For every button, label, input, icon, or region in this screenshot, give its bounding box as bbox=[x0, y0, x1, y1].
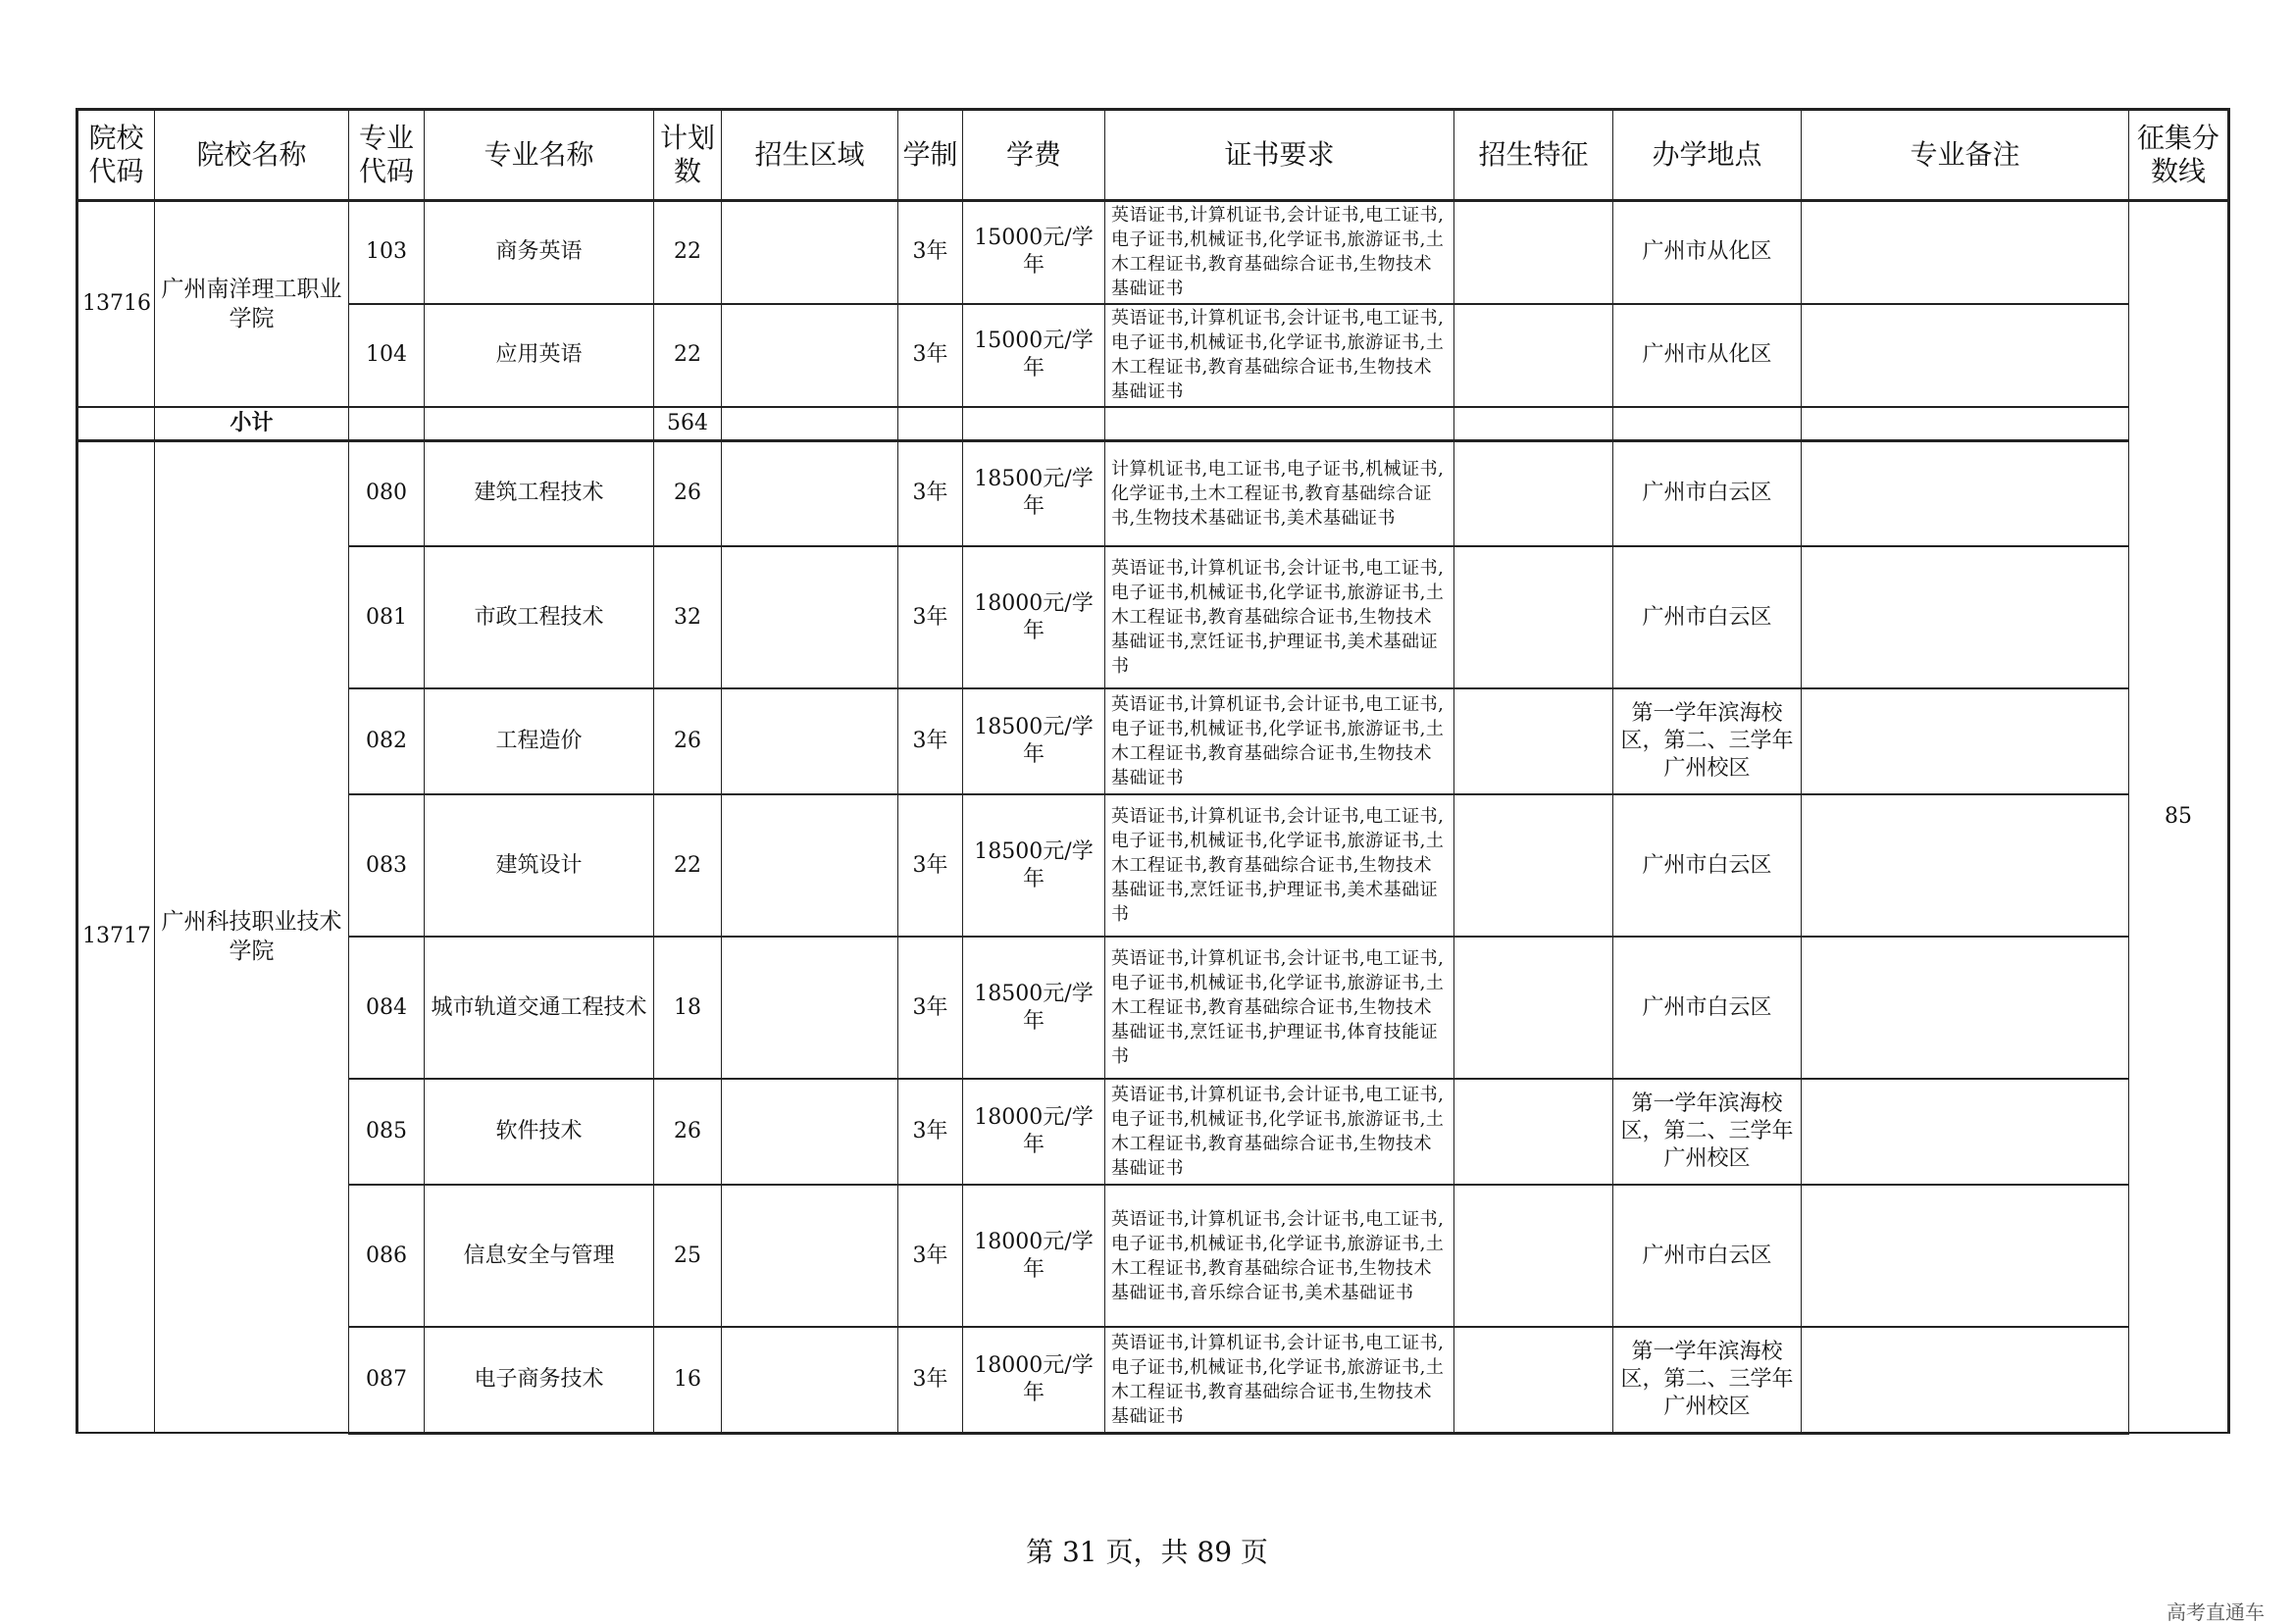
enroll-region-cell bbox=[722, 440, 898, 546]
enroll-feature-cell bbox=[1454, 1079, 1613, 1185]
major-name-cell: 市政工程技术 bbox=[425, 546, 654, 688]
page-number-footer: 第 31 页，共 89 页 bbox=[1026, 1536, 1268, 1568]
header-cert-requirement: 证书要求 bbox=[1105, 110, 1454, 201]
enroll-region-cell bbox=[722, 1327, 898, 1433]
enroll-region-cell bbox=[722, 1079, 898, 1185]
major-name-cell: 应用英语 bbox=[425, 304, 654, 407]
cert-requirement-cell: 英语证书,计算机证书,会计证书,电工证书,电子证书,机械证书,化学证书,旅游证书,土木工程证书,教育基础综合证书,生物技术基础证书 bbox=[1105, 688, 1454, 794]
major-code-cell: 081 bbox=[349, 546, 425, 688]
enroll-region-cell bbox=[722, 937, 898, 1079]
enroll-feature-cell bbox=[1454, 201, 1613, 304]
subtotal-empty-cell bbox=[722, 407, 898, 441]
subtotal-empty-cell bbox=[1802, 407, 2129, 441]
major-name-cell: 建筑工程技术 bbox=[425, 440, 654, 546]
enroll-region-cell bbox=[722, 1185, 898, 1327]
tuition-cell: 15000元/学年 bbox=[963, 201, 1105, 304]
table-row bbox=[77, 201, 2229, 304]
plan-count-cell: 26 bbox=[654, 688, 722, 794]
major-note-cell bbox=[1802, 794, 2129, 937]
enroll-feature-cell bbox=[1454, 1185, 1613, 1327]
major-note-cell bbox=[1802, 688, 2129, 794]
duration-cell: 3年 bbox=[898, 1079, 963, 1185]
campus-location-cell: 广州市白云区 bbox=[1613, 937, 1802, 1079]
enroll-region-cell bbox=[722, 688, 898, 794]
campus-location-cell: 广州市白云区 bbox=[1613, 440, 1802, 546]
tuition-cell: 18500元/学年 bbox=[963, 688, 1105, 794]
subtotal-empty-cell bbox=[898, 407, 963, 441]
major-code-cell: 084 bbox=[349, 937, 425, 1079]
subtotal-empty-cell bbox=[1454, 407, 1613, 441]
plan-count-cell: 16 bbox=[654, 1327, 722, 1433]
plan-count-cell: 22 bbox=[654, 201, 722, 304]
admission-plan-table bbox=[76, 108, 2230, 1435]
major-note-cell bbox=[1802, 304, 2129, 407]
header-cutoff-score: 征集分数线 bbox=[2129, 110, 2229, 201]
subtotal-empty-cell bbox=[1613, 407, 1802, 441]
duration-cell: 3年 bbox=[898, 440, 963, 546]
campus-location-cell: 第一学年滨海校区，第二、三学年广州校区 bbox=[1613, 1079, 1802, 1185]
major-code-cell: 086 bbox=[349, 1185, 425, 1327]
table-row bbox=[77, 1079, 2229, 1185]
major-note-cell bbox=[1802, 937, 2129, 1079]
school-name-cell: 广州南洋理工职业学院 bbox=[155, 201, 349, 407]
school-name-cell: 广州科技职业技术学院 bbox=[155, 440, 349, 1433]
header-tuition: 学费 bbox=[963, 110, 1105, 201]
enroll-region-cell bbox=[722, 304, 898, 407]
campus-location-cell: 第一学年滨海校区，第二、三学年广州校区 bbox=[1613, 1327, 1802, 1433]
plan-count-cell: 22 bbox=[654, 304, 722, 407]
header-major-code: 专业代码 bbox=[349, 110, 425, 201]
duration-cell: 3年 bbox=[898, 1327, 963, 1433]
header-enroll-region: 招生区域 bbox=[722, 110, 898, 201]
plan-count-cell: 32 bbox=[654, 546, 722, 688]
enroll-feature-cell bbox=[1454, 546, 1613, 688]
enroll-feature-cell bbox=[1454, 440, 1613, 546]
header-duration: 学制 bbox=[898, 110, 963, 201]
cutoff-score-cell: 85 bbox=[2129, 201, 2229, 1434]
major-note-cell bbox=[1802, 546, 2129, 688]
subtotal-empty-cell bbox=[349, 407, 425, 441]
duration-cell: 3年 bbox=[898, 937, 963, 1079]
duration-cell: 3年 bbox=[898, 304, 963, 407]
table-row bbox=[77, 1185, 2229, 1327]
enroll-feature-cell bbox=[1454, 1327, 1613, 1433]
major-code-cell: 082 bbox=[349, 688, 425, 794]
campus-location-cell: 广州市从化区 bbox=[1613, 304, 1802, 407]
campus-location-cell: 广州市白云区 bbox=[1613, 1185, 1802, 1327]
major-name-cell: 信息安全与管理 bbox=[425, 1185, 654, 1327]
campus-location-cell: 广州市白云区 bbox=[1613, 546, 1802, 688]
duration-cell: 3年 bbox=[898, 546, 963, 688]
major-note-cell bbox=[1802, 440, 2129, 546]
campus-location-cell: 第一学年滨海校区，第二、三学年广州校区 bbox=[1613, 688, 1802, 794]
enroll-region-cell bbox=[722, 794, 898, 937]
subtotal-value: 564 bbox=[654, 407, 722, 441]
duration-cell: 3年 bbox=[898, 688, 963, 794]
campus-location-cell: 广州市从化区 bbox=[1613, 201, 1802, 304]
tuition-cell: 18000元/学年 bbox=[963, 1327, 1105, 1433]
major-code-cell: 083 bbox=[349, 794, 425, 937]
major-code-cell: 085 bbox=[349, 1079, 425, 1185]
major-code-cell: 103 bbox=[349, 201, 425, 304]
major-name-cell: 电子商务技术 bbox=[425, 1327, 654, 1433]
table-row bbox=[77, 688, 2229, 794]
header-row bbox=[77, 110, 2229, 201]
header-school-name: 院校名称 bbox=[155, 110, 349, 201]
cert-requirement-cell: 英语证书,计算机证书,会计证书,电工证书,电子证书,机械证书,化学证书,旅游证书,土木工程证书,教育基础综合证书,生物技术基础证书,烹饪证书,护理证书,体育技能证书 bbox=[1105, 937, 1454, 1079]
school-code-cell: 13717 bbox=[77, 440, 155, 1433]
plan-count-cell: 26 bbox=[654, 440, 722, 546]
enroll-region-cell bbox=[722, 546, 898, 688]
tuition-cell: 18500元/学年 bbox=[963, 937, 1105, 1079]
duration-cell: 3年 bbox=[898, 1185, 963, 1327]
school-code-cell: 13716 bbox=[77, 201, 155, 407]
cert-requirement-cell: 英语证书,计算机证书,会计证书,电工证书,电子证书,机械证书,化学证书,旅游证书,土木工程证书,教育基础综合证书,生物技术基础证书,音乐综合证书,美术基础证书 bbox=[1105, 1185, 1454, 1327]
tuition-cell: 15000元/学年 bbox=[963, 304, 1105, 407]
tuition-cell: 18500元/学年 bbox=[963, 440, 1105, 546]
enroll-feature-cell bbox=[1454, 794, 1613, 937]
cert-requirement-cell: 英语证书,计算机证书,会计证书,电工证书,电子证书,机械证书,化学证书,旅游证书,土木工程证书,教育基础综合证书,生物技术基础证书,烹饪证书,护理证书,美术基础证书 bbox=[1105, 546, 1454, 688]
major-code-cell: 104 bbox=[349, 304, 425, 407]
header-plan-count: 计划数 bbox=[654, 110, 722, 201]
header-enroll-feature: 招生特征 bbox=[1454, 110, 1613, 201]
table-row bbox=[77, 546, 2229, 688]
header-major-name: 专业名称 bbox=[425, 110, 654, 201]
major-name-cell: 软件技术 bbox=[425, 1079, 654, 1185]
plan-count-cell: 18 bbox=[654, 937, 722, 1079]
major-name-cell: 工程造价 bbox=[425, 688, 654, 794]
table-row bbox=[77, 440, 2229, 546]
plan-count-cell: 25 bbox=[654, 1185, 722, 1327]
table-row bbox=[77, 794, 2229, 937]
cert-requirement-cell: 英语证书,计算机证书,会计证书,电工证书,电子证书,机械证书,化学证书,旅游证书,土木工程证书,教育基础综合证书,生物技术基础证书 bbox=[1105, 1327, 1454, 1433]
tuition-cell: 18000元/学年 bbox=[963, 1185, 1105, 1327]
major-name-cell: 商务英语 bbox=[425, 201, 654, 304]
campus-location-cell: 广州市白云区 bbox=[1613, 794, 1802, 937]
tuition-cell: 18000元/学年 bbox=[963, 1079, 1105, 1185]
cert-requirement-cell: 英语证书,计算机证书,会计证书,电工证书,电子证书,机械证书,化学证书,旅游证书,土木工程证书,教育基础综合证书,生物技术基础证书,烹饪证书,护理证书,美术基础证书 bbox=[1105, 794, 1454, 937]
subtotal-label: 小计 bbox=[155, 407, 349, 441]
header-campus-location: 办学地点 bbox=[1613, 110, 1802, 201]
tuition-cell: 18500元/学年 bbox=[963, 794, 1105, 937]
major-note-cell bbox=[1802, 1079, 2129, 1185]
major-note-cell bbox=[1802, 201, 2129, 304]
subtotal-empty-cell bbox=[963, 407, 1105, 441]
cert-requirement-cell: 英语证书,计算机证书,会计证书,电工证书,电子证书,机械证书,化学证书,旅游证书,土木工程证书,教育基础综合证书,生物技术基础证书 bbox=[1105, 1079, 1454, 1185]
tuition-cell: 18000元/学年 bbox=[963, 546, 1105, 688]
subtotal-empty-cell bbox=[1105, 407, 1454, 441]
major-code-cell: 080 bbox=[349, 440, 425, 546]
enroll-region-cell bbox=[722, 201, 898, 304]
subtotal-empty-cell bbox=[425, 407, 654, 441]
subtotal-empty-cell bbox=[77, 407, 155, 441]
header-major-note: 专业备注 bbox=[1802, 110, 2129, 201]
major-note-cell bbox=[1802, 1327, 2129, 1433]
major-note-cell bbox=[1802, 1185, 2129, 1327]
duration-cell: 3年 bbox=[898, 794, 963, 937]
major-name-cell: 城市轨道交通工程技术 bbox=[425, 937, 654, 1079]
watermark-text: 高考直通车 bbox=[2167, 1600, 2265, 1624]
plan-count-cell: 22 bbox=[654, 794, 722, 937]
major-name-cell: 建筑设计 bbox=[425, 794, 654, 937]
table-row bbox=[77, 937, 2229, 1079]
table-row bbox=[77, 1327, 2229, 1433]
table-row bbox=[77, 304, 2229, 407]
enroll-feature-cell bbox=[1454, 304, 1613, 407]
cert-requirement-cell: 计算机证书,电工证书,电子证书,机械证书,化学证书,土木工程证书,教育基础综合证书,生物技术基础证书,美术基础证书 bbox=[1105, 440, 1454, 546]
major-code-cell: 087 bbox=[349, 1327, 425, 1433]
cert-requirement-cell: 英语证书,计算机证书,会计证书,电工证书,电子证书,机械证书,化学证书,旅游证书,土木工程证书,教育基础综合证书,生物技术基础证书 bbox=[1105, 304, 1454, 407]
subtotal-row bbox=[77, 407, 2229, 441]
plan-count-cell: 26 bbox=[654, 1079, 722, 1185]
enroll-feature-cell bbox=[1454, 937, 1613, 1079]
cert-requirement-cell: 英语证书,计算机证书,会计证书,电工证书,电子证书,机械证书,化学证书,旅游证书,土木工程证书,教育基础综合证书,生物技术基础证书 bbox=[1105, 201, 1454, 304]
enroll-feature-cell bbox=[1454, 688, 1613, 794]
header-school-code: 院校代码 bbox=[77, 110, 155, 201]
duration-cell: 3年 bbox=[898, 201, 963, 304]
